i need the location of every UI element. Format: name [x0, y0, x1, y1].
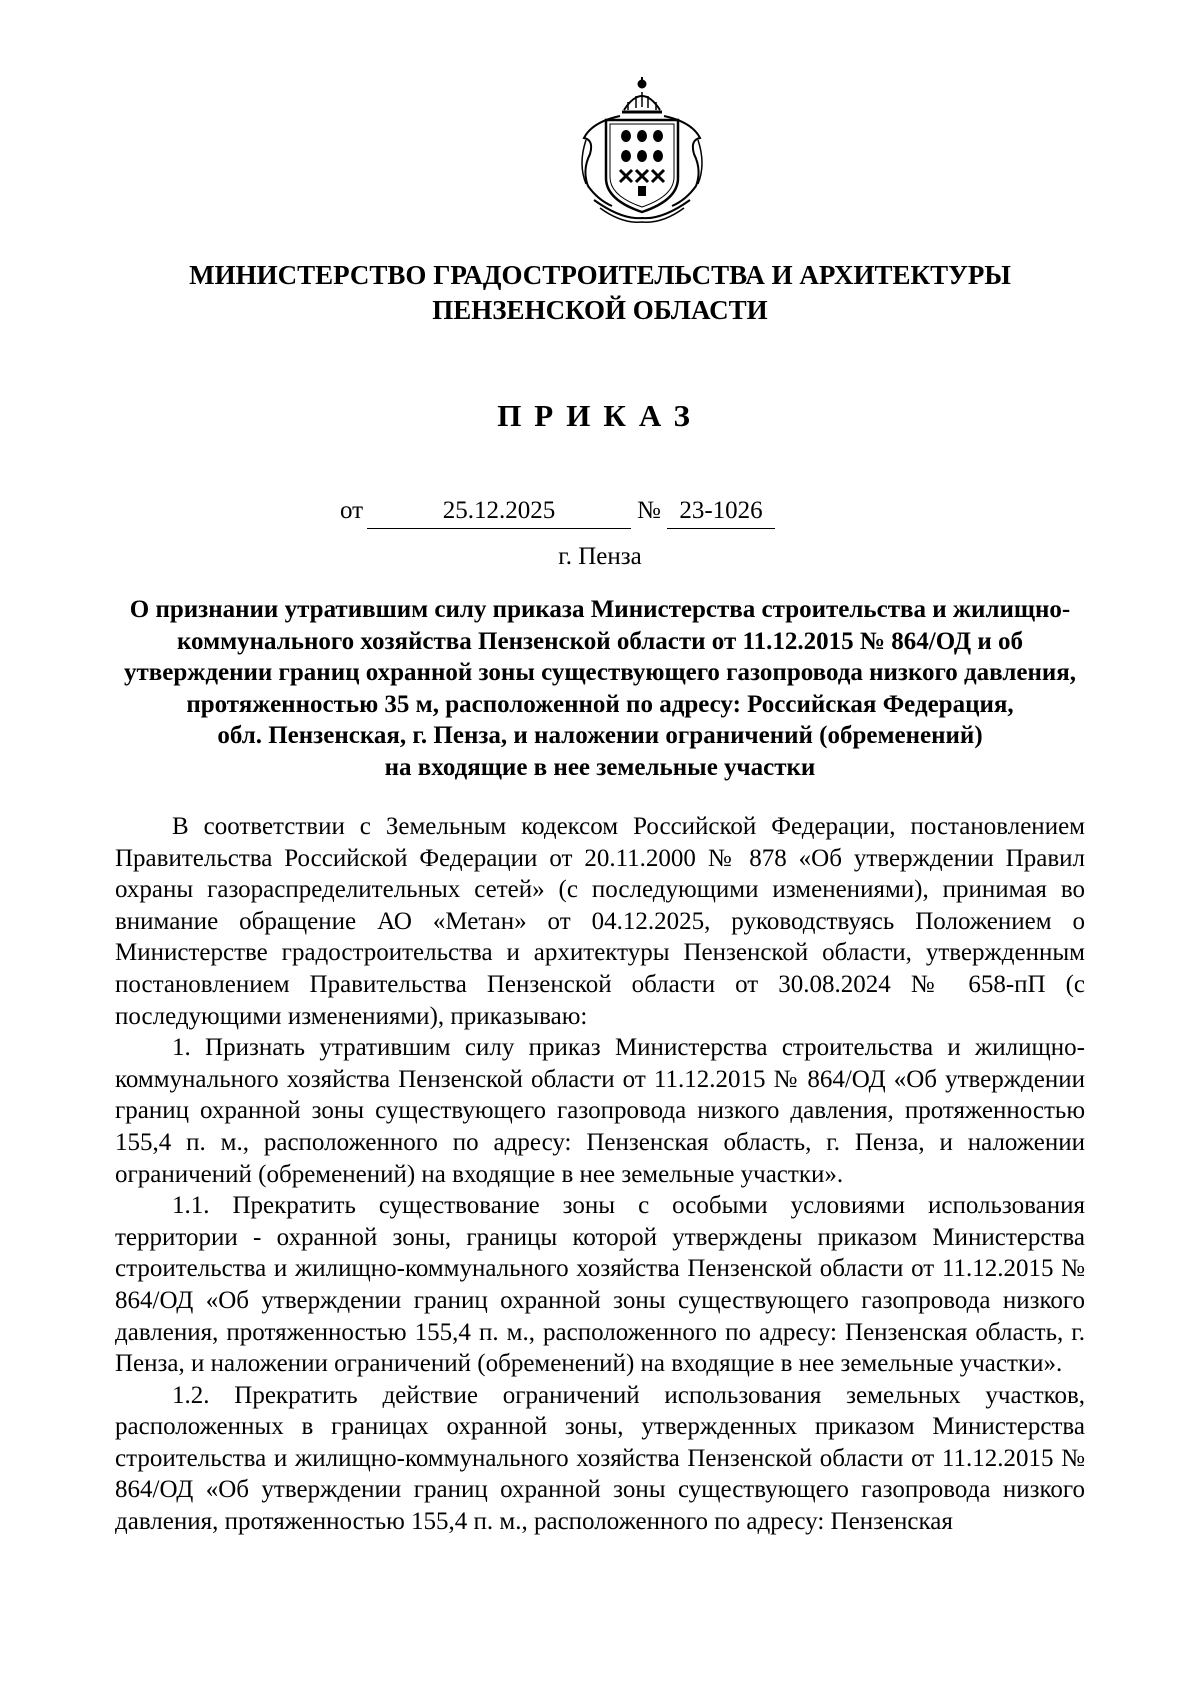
title-line: О признании утратившим силу приказа Министерства строительства и жилищно-: [129, 596, 1071, 623]
date-number-row: [0, 497, 1200, 537]
clause-1-1-paragraph: 1.1. Прекратить существование зоны с особыми условиями использования территории - охранной зоны, границы которой утверждены приказом Министерства строительства и жилищно-коммунального хозяйства Пензенской области от 11.12.2015 № 864/ОД «Об утверждении границ охранной зоны существующего газопровода низкого давления, протяженностью 155,4 п. м., расположенного по адресу: Пензенская область, г. Пенза, и наложении ограничений (обременений) на входящие в нее земельные участки».: [115, 1192, 1085, 1378]
date-label: от: [340, 497, 364, 524]
title-line: утверждении границ охранной зоны существующего газопровода низкого давления,: [123, 659, 1077, 686]
number-label: №: [637, 497, 661, 524]
coat-of-arms-emblem: [572, 74, 712, 224]
preamble-paragraph: В соответствии с Земельным кодексом Российской Федерации, постановлением Правительства Российской Федерации от 20.11.2000 № 878 «Об утверждении Правил охраны газораспределительных сетей» (с последующими изменениями), принимая во внимание обращение АО «Метан» от 04.12.2025, руководствуясь Положением о Министерстве градостроительства и архитектуры Пензенской области, утвержденным постановлением Правительства Пензенской области от 30.08.2024 № 658-пП (с последующими изменениями), приказываю:: [115, 813, 1085, 1030]
document-body: [115, 811, 1085, 1538]
title-line: на входящие в нее земельные участки: [384, 753, 816, 781]
clause-1-paragraph: 1. Признать утратившим силу приказ Министерства строительства и жилищно-коммунального хозяйства Пензенской области от 11.12.2015 № 864/ОД «Об утверждении границ охранной зоны существующего газопровода низкого давления, протяженностью 155,4 п. м., расположенного по адресу: Пензенская область, г. Пенза, и наложении ограничений (обременений) на входящие в нее земельные участки».: [115, 1034, 1085, 1188]
title-line: протяженностью 35 м, расположенной по адресу: Российская Федерация,: [186, 690, 1014, 718]
title-line: коммунального хозяйства Пензенской области от 11.12.2015 № 864/ОД и об: [176, 627, 1023, 655]
clause-1-2-paragraph: 1.2. Прекратить действие ограничений использования земельных участков, расположенных в границах охранной зоны, утвержденных приказом Министерства строительства и жилищно-коммунального хозяйства Пензенской области от 11.12.2015 № 864/ОД «Об утверждении границ охранной зоны существующего газопровода низкого давления, протяженностью 155,4 п. м., расположенного по адресу: Пензенская: [115, 1381, 1085, 1536]
document-title: [110, 594, 1090, 783]
ministry-name: [120, 258, 1080, 328]
date-field: 25.12.2025: [367, 497, 631, 529]
ministry-name-line1: МИНИСТЕРСТВО ГРАДОСТРОИТЕЛЬСТВА И АРХИТЕКТУРЫ: [189, 260, 1011, 290]
ministry-name-line2: ПЕНЗЕНСКОЙ ОБЛАСТИ: [432, 295, 768, 325]
number-field: 23-1026: [667, 497, 775, 529]
document-type-heading: ПРИКАЗ: [497, 398, 703, 433]
title-line: обл. Пензенская, г. Пенза, и наложении ограничений (обременений): [217, 722, 983, 749]
city-line: г. Пенза: [558, 543, 642, 570]
